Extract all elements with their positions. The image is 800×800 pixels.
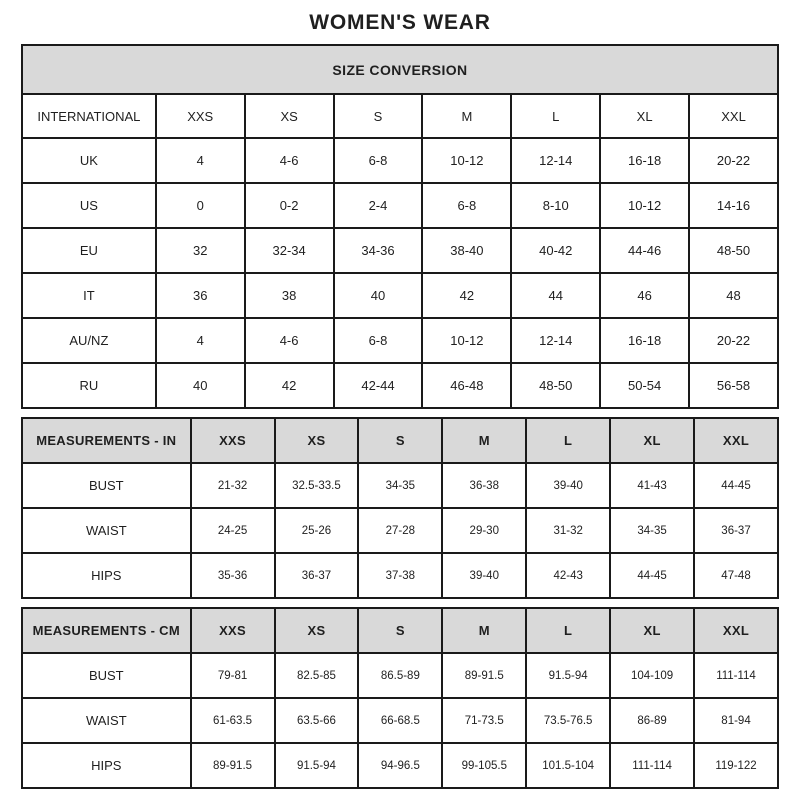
size-value-cell: 4 bbox=[156, 318, 245, 363]
measurement-label: WAIST bbox=[22, 508, 191, 553]
measurement-value-cell: 104-109 bbox=[610, 653, 694, 698]
measurements-in-row bbox=[22, 508, 778, 553]
size-conversion-row bbox=[22, 363, 778, 408]
size-value-cell: 12-14 bbox=[511, 318, 600, 363]
measurement-value-cell: 29-30 bbox=[442, 508, 526, 553]
measurement-value-cell: 34-35 bbox=[610, 508, 694, 553]
size-value-cell: 20-22 bbox=[689, 318, 778, 363]
size-column-header: XXL bbox=[694, 608, 778, 653]
measurement-value-cell: 21-32 bbox=[191, 463, 275, 508]
size-column-header: XXS bbox=[156, 94, 245, 138]
measurement-label: BUST bbox=[22, 653, 191, 698]
size-value-cell: 10-12 bbox=[422, 318, 511, 363]
measurement-value-cell: 81-94 bbox=[694, 698, 778, 743]
measurement-value-cell: 36-37 bbox=[694, 508, 778, 553]
measurement-value-cell: 34-35 bbox=[358, 463, 442, 508]
region-label: RU bbox=[22, 363, 156, 408]
measurement-value-cell: 63.5-66 bbox=[275, 698, 359, 743]
measurement-value-cell: 89-91.5 bbox=[442, 653, 526, 698]
region-label: IT bbox=[22, 273, 156, 318]
size-value-cell: 38-40 bbox=[422, 228, 511, 273]
size-value-cell: 44 bbox=[511, 273, 600, 318]
size-column-header: L bbox=[526, 608, 610, 653]
size-conversion-title-row bbox=[22, 45, 778, 94]
size-value-cell: 48-50 bbox=[511, 363, 600, 408]
size-column-header: S bbox=[358, 608, 442, 653]
size-value-cell: 4-6 bbox=[245, 318, 334, 363]
measurement-value-cell: 35-36 bbox=[191, 553, 275, 598]
size-column-header: XXL bbox=[689, 94, 778, 138]
size-value-cell: 20-22 bbox=[689, 138, 778, 183]
size-column-header: S bbox=[334, 94, 423, 138]
measurements-in-row bbox=[22, 463, 778, 508]
measurement-value-cell: 89-91.5 bbox=[191, 743, 275, 788]
size-column-header: XXL bbox=[694, 418, 778, 463]
size-value-cell: 50-54 bbox=[600, 363, 689, 408]
measurement-value-cell: 36-38 bbox=[442, 463, 526, 508]
size-value-cell: 0-2 bbox=[245, 183, 334, 228]
measurement-value-cell: 27-28 bbox=[358, 508, 442, 553]
measurement-value-cell: 39-40 bbox=[442, 553, 526, 598]
size-column-header: L bbox=[511, 94, 600, 138]
measurement-value-cell: 61-63.5 bbox=[191, 698, 275, 743]
size-column-header: XS bbox=[275, 608, 359, 653]
size-column-header: XS bbox=[275, 418, 359, 463]
size-column-header: M bbox=[442, 608, 526, 653]
measurement-label: WAIST bbox=[22, 698, 191, 743]
measurements-cm-header-row bbox=[22, 608, 778, 653]
size-value-cell: 40 bbox=[156, 363, 245, 408]
measurements-in-header-row bbox=[22, 418, 778, 463]
size-value-cell: 42-44 bbox=[334, 363, 423, 408]
size-value-cell: 0 bbox=[156, 183, 245, 228]
measurement-value-cell: 79-81 bbox=[191, 653, 275, 698]
size-value-cell: 32 bbox=[156, 228, 245, 273]
size-conversion-body bbox=[22, 138, 778, 408]
size-value-cell: 40-42 bbox=[511, 228, 600, 273]
size-column-header: M bbox=[442, 418, 526, 463]
region-label: EU bbox=[22, 228, 156, 273]
size-conversion-row bbox=[22, 273, 778, 318]
measurements-cm-header: MEASUREMENTS - CM bbox=[22, 608, 191, 653]
measurement-value-cell: 91.5-94 bbox=[526, 653, 610, 698]
size-value-cell: 40 bbox=[334, 273, 423, 318]
size-value-cell: 4-6 bbox=[245, 138, 334, 183]
size-value-cell: 46-48 bbox=[422, 363, 511, 408]
measurement-value-cell: 73.5-76.5 bbox=[526, 698, 610, 743]
measurement-value-cell: 44-45 bbox=[694, 463, 778, 508]
size-column-header: XL bbox=[600, 94, 689, 138]
measurement-value-cell: 42-43 bbox=[526, 553, 610, 598]
measurement-value-cell: 47-48 bbox=[694, 553, 778, 598]
size-value-cell: 48 bbox=[689, 273, 778, 318]
measurement-value-cell: 41-43 bbox=[610, 463, 694, 508]
size-column-header: L bbox=[526, 418, 610, 463]
measurement-value-cell: 31-32 bbox=[526, 508, 610, 553]
size-value-cell: 36 bbox=[156, 273, 245, 318]
size-value-cell: 10-12 bbox=[600, 183, 689, 228]
size-conversion-row bbox=[22, 228, 778, 273]
measurements-cm-row bbox=[22, 698, 778, 743]
size-value-cell: 44-46 bbox=[600, 228, 689, 273]
measurement-value-cell: 66-68.5 bbox=[358, 698, 442, 743]
size-value-cell: 6-8 bbox=[422, 183, 511, 228]
measurement-label: HIPS bbox=[22, 553, 191, 598]
size-value-cell: 48-50 bbox=[689, 228, 778, 273]
size-value-cell: 6-8 bbox=[334, 138, 423, 183]
measurement-value-cell: 25-26 bbox=[275, 508, 359, 553]
measurement-value-cell: 99-105.5 bbox=[442, 743, 526, 788]
measurement-value-cell: 36-37 bbox=[275, 553, 359, 598]
size-column-header: M bbox=[422, 94, 511, 138]
measurement-value-cell: 32.5-33.5 bbox=[275, 463, 359, 508]
region-label: AU/NZ bbox=[22, 318, 156, 363]
size-value-cell: 6-8 bbox=[334, 318, 423, 363]
measurement-value-cell: 91.5-94 bbox=[275, 743, 359, 788]
measurement-value-cell: 86-89 bbox=[610, 698, 694, 743]
measurement-value-cell: 111-114 bbox=[694, 653, 778, 698]
measurements-in-row bbox=[22, 553, 778, 598]
size-conversion-columns-row bbox=[22, 94, 778, 138]
size-value-cell: 10-12 bbox=[422, 138, 511, 183]
size-value-cell: 42 bbox=[245, 363, 334, 408]
size-value-cell: 32-34 bbox=[245, 228, 334, 273]
size-column-header: XXS bbox=[191, 608, 275, 653]
measurements-in-header: MEASUREMENTS - IN bbox=[22, 418, 191, 463]
size-conversion-row bbox=[22, 183, 778, 228]
size-value-cell: 8-10 bbox=[511, 183, 600, 228]
size-value-cell: 14-16 bbox=[689, 183, 778, 228]
region-label: UK bbox=[22, 138, 156, 183]
size-value-cell: 46 bbox=[600, 273, 689, 318]
size-conversion-row bbox=[22, 318, 778, 363]
size-column-header: XL bbox=[610, 608, 694, 653]
measurement-value-cell: 119-122 bbox=[694, 743, 778, 788]
measurements-in-table bbox=[21, 417, 779, 599]
size-value-cell: 42 bbox=[422, 273, 511, 318]
measurement-value-cell: 37-38 bbox=[358, 553, 442, 598]
size-conversion-table bbox=[21, 44, 779, 409]
measurement-value-cell: 24-25 bbox=[191, 508, 275, 553]
size-value-cell: 38 bbox=[245, 273, 334, 318]
measurements-in-body bbox=[22, 463, 778, 598]
measurement-label: HIPS bbox=[22, 743, 191, 788]
international-column-header: INTERNATIONAL bbox=[22, 94, 156, 138]
size-value-cell: 16-18 bbox=[600, 318, 689, 363]
measurement-value-cell: 44-45 bbox=[610, 553, 694, 598]
size-column-header: XS bbox=[245, 94, 334, 138]
size-conversion-row bbox=[22, 138, 778, 183]
size-column-header: XXS bbox=[191, 418, 275, 463]
size-column-header: S bbox=[358, 418, 442, 463]
size-value-cell: 12-14 bbox=[511, 138, 600, 183]
size-value-cell: 4 bbox=[156, 138, 245, 183]
measurement-value-cell: 86.5-89 bbox=[358, 653, 442, 698]
measurements-cm-row bbox=[22, 653, 778, 698]
measurements-cm-table bbox=[21, 607, 779, 789]
measurement-value-cell: 39-40 bbox=[526, 463, 610, 508]
measurement-value-cell: 94-96.5 bbox=[358, 743, 442, 788]
measurements-cm-row bbox=[22, 743, 778, 788]
measurement-value-cell: 111-114 bbox=[610, 743, 694, 788]
size-value-cell: 2-4 bbox=[334, 183, 423, 228]
size-conversion-header: SIZE CONVERSION bbox=[22, 45, 778, 94]
page-title: WOMEN'S WEAR bbox=[309, 11, 491, 34]
measurement-label: BUST bbox=[22, 463, 191, 508]
measurement-value-cell: 82.5-85 bbox=[275, 653, 359, 698]
measurement-value-cell: 71-73.5 bbox=[442, 698, 526, 743]
measurement-value-cell: 101.5-104 bbox=[526, 743, 610, 788]
size-value-cell: 56-58 bbox=[689, 363, 778, 408]
size-value-cell: 16-18 bbox=[600, 138, 689, 183]
measurements-cm-body bbox=[22, 653, 778, 788]
region-label: US bbox=[22, 183, 156, 228]
size-column-header: XL bbox=[610, 418, 694, 463]
size-value-cell: 34-36 bbox=[334, 228, 423, 273]
